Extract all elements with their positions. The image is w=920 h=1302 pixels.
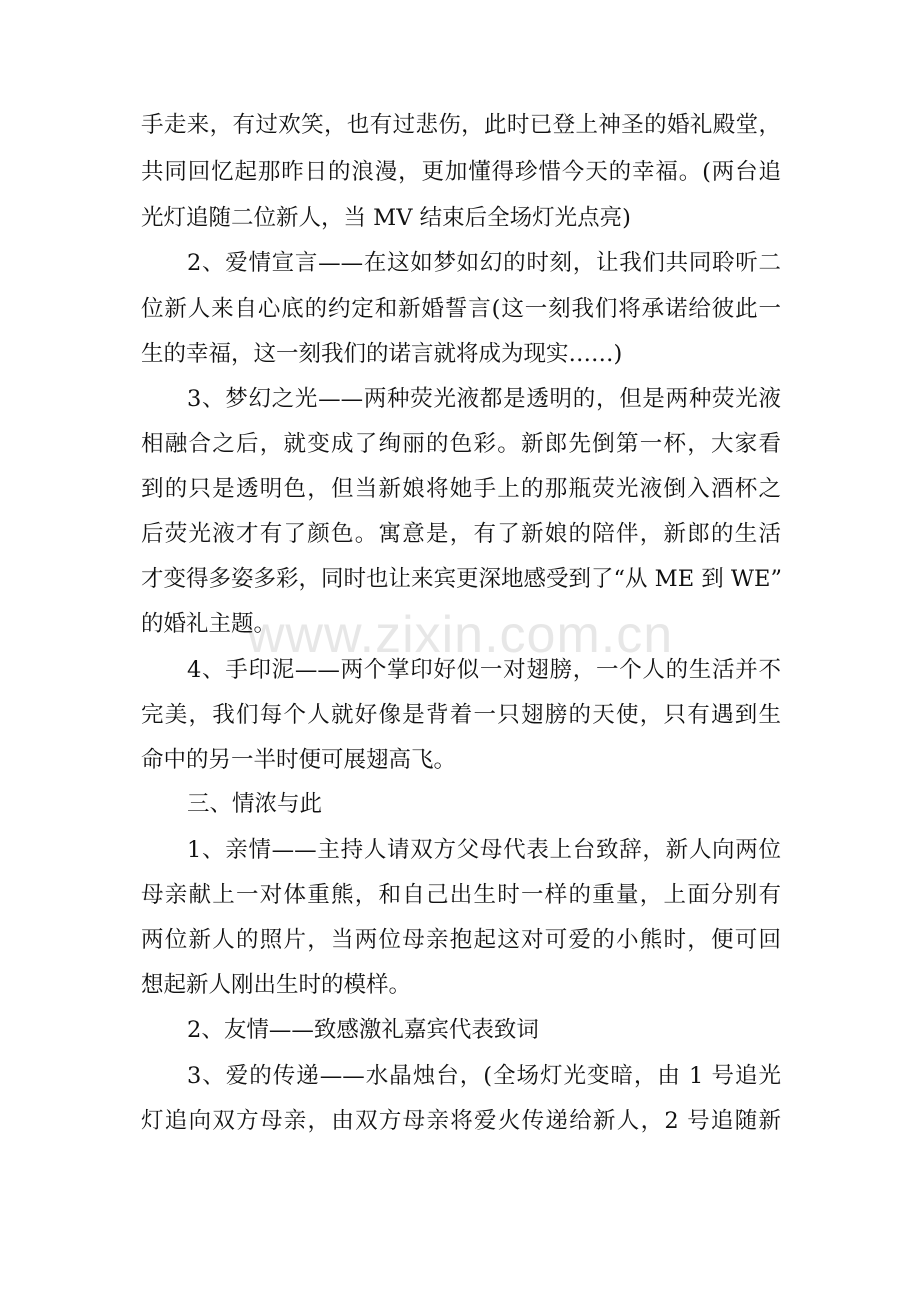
text-line: 手走来，有过欢笑，也有过悲伤，此时已登上神圣的婚礼殿堂， <box>141 112 781 138</box>
text-line: 想起新人刚出生时的模样。 <box>141 972 412 998</box>
text-line: 1、亲情——主持人请双方父母代表上台致辞，新人向两位 <box>187 837 781 863</box>
text-line: 到的只是透明色，但当新娘将她手上的那瓶荧光液倒入酒杯之 <box>141 476 781 502</box>
text-line: 相融合之后，就变成了绚丽的色彩。新郎先倒第一杯，大家看 <box>141 431 781 457</box>
text-line: 4、手印泥——两个掌印好似一对翅膀，一个人的生活并不 <box>187 657 781 683</box>
text-line: 后荧光液才有了颜色。寓意是，有了新娘的陪伴，新郎的生活 <box>141 521 781 547</box>
text-line: 3、爱的传递——水晶烛台，(全场灯光变暗，由 1 号追光 <box>187 1063 781 1089</box>
text-line: 共同回忆起那昨日的浪漫，更加懂得珍惜今天的幸福。(两台追 <box>141 159 781 185</box>
text-line: 光灯追随二位新人，当 MV 结束后全场灯光点亮) <box>141 205 631 231</box>
text-line: 2、友情——致感激礼嘉宾代表致词 <box>187 1017 539 1043</box>
section-heading: 三、情浓与此 <box>187 791 323 817</box>
text-line: 灯追向双方母亲，由双方母亲将爱火传递给新人，2 号追随新 <box>141 1108 781 1134</box>
text-line: 母亲献上一对体重熊，和自己出生时一样的重量，上面分别有 <box>141 882 781 908</box>
text-line: 2、爱情宣言——在这如梦如幻的时刻，让我们共同聆听二 <box>187 250 781 276</box>
text-line: 两位新人的照片，当两位母亲抱起这对可爱的小熊时，便可回 <box>141 927 781 953</box>
text-line: 3、梦幻之光——两种荧光液都是透明的，但是两种荧光液 <box>187 386 781 412</box>
text-line: 生的幸福，这一刻我们的诺言就将成为现实……) <box>141 341 623 367</box>
text-line: 才变得多姿多彩，同时也让来宾更深地感受到了“从 ME 到 WE” <box>141 566 782 592</box>
text-line: 位新人来自心底的约定和新婚誓言(这一刻我们将承诺给彼此一 <box>141 296 781 322</box>
text-line: 的婚礼主题。 <box>141 611 277 637</box>
text-line: 完美，我们每个人就好像是背着一只翅膀的天使，只有遇到生 <box>141 702 781 728</box>
watermark: www.zixin.com.cn <box>246 606 674 664</box>
text-line: 命中的另一半时便可展翅高飞。 <box>141 747 457 773</box>
